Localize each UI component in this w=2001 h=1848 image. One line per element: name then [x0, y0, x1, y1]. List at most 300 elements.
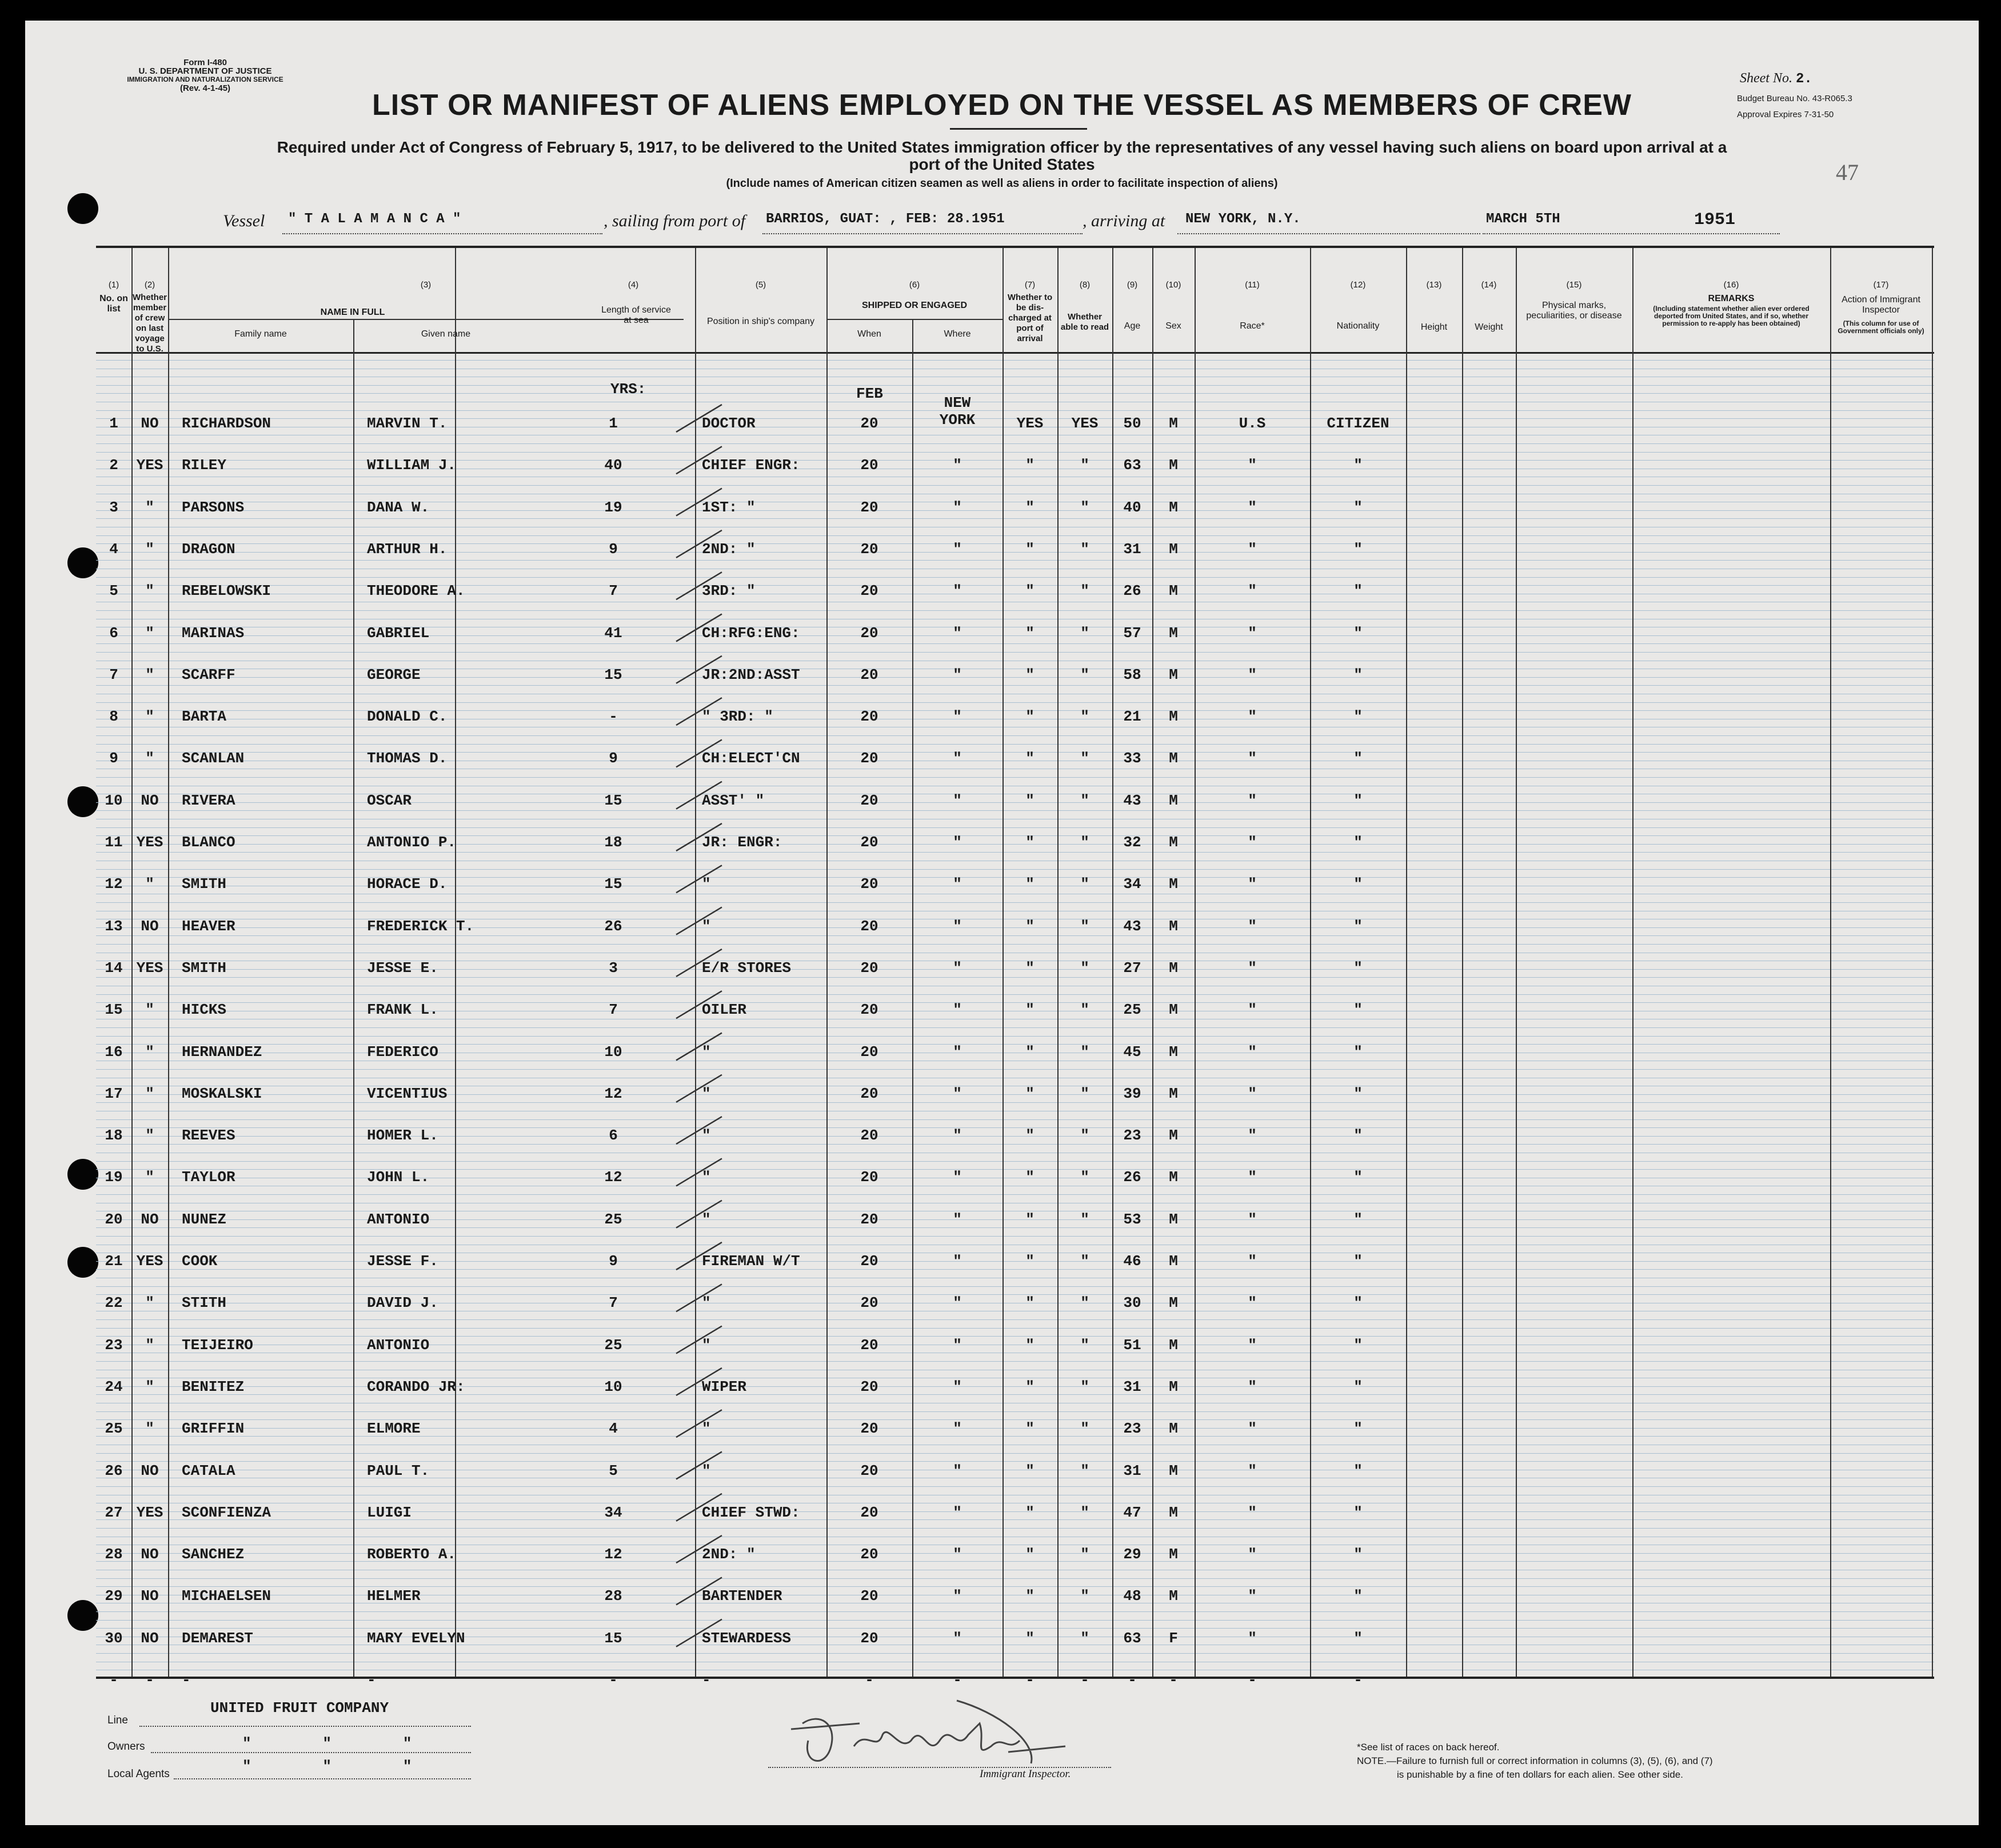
cell-where: " — [953, 791, 962, 809]
cell-family: NUNEZ — [182, 1210, 227, 1228]
cell-sex: M — [1169, 498, 1178, 516]
cell-read: " — [1080, 1462, 1089, 1479]
cell-sex: M — [1169, 834, 1178, 851]
cell-no: 14 — [105, 959, 123, 977]
col11-number: (11) — [1245, 280, 1260, 290]
cell-nat: " — [1353, 1169, 1363, 1186]
cell-nat: " — [1353, 1253, 1363, 1270]
cell-position: STEWARDESS — [702, 1629, 792, 1647]
cell-read: " — [1080, 624, 1089, 642]
cell-nat: " — [1353, 1085, 1363, 1102]
sheet-label-text: Sheet No. — [1740, 71, 1792, 86]
cell-disch: " — [1025, 1587, 1035, 1605]
cell-read: " — [1080, 1420, 1089, 1438]
cell-prev: " — [145, 666, 154, 683]
col17-header: Action of Immigrant Inspector — [1842, 295, 1920, 315]
cell-no: - — [109, 1671, 118, 1689]
col3a-header: Family name — [234, 329, 287, 339]
cell-when: 20 — [860, 1210, 878, 1228]
cell-race: " — [1248, 834, 1257, 851]
cell-prev: NO — [141, 917, 159, 935]
title-rule — [950, 128, 1087, 130]
ruled-line — [96, 1620, 1934, 1621]
cell-prev: YES — [136, 834, 163, 851]
col15-header: Physical marks, peculiarities, or disease — [1526, 301, 1622, 321]
cell-position: OILER — [702, 1001, 747, 1019]
vessel-label: Vessel — [223, 211, 265, 230]
cell-where: " — [953, 1629, 962, 1647]
cell-prev: " — [145, 875, 154, 893]
cell-position: " — [702, 917, 711, 935]
cell-disch: - — [1025, 1671, 1035, 1689]
col13-header: Height — [1420, 322, 1448, 332]
col9-number: (9) — [1127, 280, 1138, 290]
cell-position: 2ND: " — [702, 540, 756, 558]
ruled-line — [96, 1319, 1934, 1320]
cell-family: BLANCO — [182, 834, 235, 851]
cell-disch: " — [1025, 1127, 1035, 1145]
cell-when: 20 — [860, 875, 878, 893]
cell-no: 10 — [105, 791, 123, 809]
cell-no: 22 — [105, 1294, 123, 1312]
cell-age: 51 — [1123, 1336, 1141, 1354]
col16-number: (16) — [1723, 280, 1739, 290]
cell-race: " — [1248, 1001, 1257, 1019]
cell-disch: YES — [1016, 415, 1044, 432]
cell-where: " — [953, 1085, 962, 1102]
arrival-date: MARCH 5TH — [1486, 211, 1560, 227]
col1-number: (1) — [108, 280, 119, 290]
cell-sex: M — [1169, 415, 1178, 432]
cell-given: MARVIN T. — [367, 415, 448, 432]
col13-number: (13) — [1426, 280, 1442, 290]
cell-service: 3 — [609, 959, 618, 977]
cell-where: " — [953, 624, 962, 642]
punch-hole — [67, 193, 98, 224]
cell-given: - — [367, 1671, 376, 1689]
cell-given: HOMER L. — [367, 1127, 438, 1145]
cell-when: 20 — [860, 624, 878, 642]
cell-race: " — [1248, 1420, 1257, 1438]
local-agents-label: Local Agents — [107, 1768, 170, 1780]
ruled-line — [96, 1194, 1934, 1195]
cell-age: 26 — [1123, 1169, 1141, 1186]
cell-age: 31 — [1123, 1378, 1141, 1395]
sheet-label — [1740, 71, 1812, 87]
cell-service: 41 — [604, 624, 622, 642]
cell-service: 12 — [604, 1085, 622, 1102]
cell-disch: " — [1025, 1629, 1035, 1647]
cell-position: WIPER — [702, 1378, 747, 1395]
cell-where: " — [953, 1587, 962, 1605]
col-divider — [1516, 248, 1517, 1677]
cell-no: 11 — [105, 834, 123, 851]
cell-read: " — [1080, 959, 1089, 977]
cell-service: 40 — [604, 457, 622, 474]
cell-disch: " — [1025, 498, 1035, 516]
cell-race: - — [1248, 1671, 1257, 1689]
cell-family: REEVES — [182, 1127, 235, 1145]
cell-when: 20 — [860, 1001, 878, 1019]
cell-where: " — [953, 540, 962, 558]
cell-service: 1 — [609, 415, 618, 432]
cell-where: " — [953, 1378, 962, 1395]
cell-sex: M — [1169, 1169, 1178, 1186]
cell-family: RILEY — [182, 457, 227, 474]
cell-age: 47 — [1123, 1503, 1141, 1521]
col12-header: Nationality — [1336, 321, 1380, 331]
ruled-line — [96, 1586, 1934, 1587]
cell-when: 20 — [860, 1378, 878, 1395]
cell-disch: " — [1025, 1546, 1035, 1563]
cell-age: 25 — [1123, 1001, 1141, 1019]
cell-given: JOHN L. — [367, 1169, 430, 1186]
cell-age: 23 — [1123, 1420, 1141, 1438]
cell-given: ROBERTO A. — [367, 1546, 457, 1563]
line-company: UNITED FRUIT COMPANY — [210, 1699, 389, 1717]
cell-disch: " — [1025, 1043, 1035, 1061]
ruled-line — [96, 652, 1934, 653]
cell-family: PARSONS — [182, 498, 245, 516]
cell-family: MICHAELSEN — [182, 1587, 271, 1605]
ruled-line — [96, 1236, 1934, 1237]
cell-prev: YES — [136, 1253, 163, 1270]
cell-when: - — [865, 1671, 874, 1689]
local-agents-value: " " " — [242, 1758, 412, 1775]
cell-where: " — [953, 1420, 962, 1438]
cell-disch: " — [1025, 1336, 1035, 1354]
cell-sex: M — [1169, 959, 1178, 977]
cell-sex: M — [1169, 1294, 1178, 1312]
cell-read: " — [1080, 1169, 1089, 1186]
cell-no: 26 — [105, 1462, 123, 1479]
cell-nat: " — [1353, 1378, 1363, 1395]
dotted-line — [762, 233, 1083, 234]
cell-service: 15 — [604, 875, 622, 893]
cell-prev: " — [145, 1420, 154, 1438]
cell-sex: F — [1169, 1629, 1178, 1647]
cell-nat: " — [1353, 1336, 1363, 1354]
cell-race: " — [1248, 1378, 1257, 1395]
cell-prev: NO — [141, 1629, 159, 1647]
cell-position: ASST' " — [702, 791, 765, 809]
cell-service: 12 — [604, 1169, 622, 1186]
cell-sex: M — [1169, 1085, 1178, 1102]
cell-given: LUIGI — [367, 1503, 412, 1521]
arriving-label: , arriving at — [1083, 211, 1165, 230]
cell-no: 20 — [105, 1210, 123, 1228]
dotted-line — [151, 1752, 471, 1753]
cell-family: SCARFF — [182, 666, 235, 683]
cell-prev: NO — [141, 1210, 159, 1228]
cell-disch: " — [1025, 1420, 1035, 1438]
cell-given: GEORGE — [367, 666, 421, 683]
cell-where: " — [953, 582, 962, 600]
cell-service: 9 — [609, 1253, 618, 1270]
col2-header: Whether member of crew on last voyage to U.S. — [133, 293, 167, 354]
owners-value: " " " — [242, 1735, 412, 1752]
cell-family: CATALA — [182, 1462, 235, 1479]
cell-sex: - — [1169, 1671, 1178, 1689]
cell-family: HICKS — [182, 1001, 227, 1019]
col15-number: (15) — [1566, 280, 1582, 290]
cell-family: SANCHEZ — [182, 1546, 245, 1563]
ruled-line — [96, 518, 1934, 519]
cell-read: " — [1080, 582, 1089, 600]
col9-header: Age — [1124, 321, 1141, 331]
cell-nat: " — [1353, 1210, 1363, 1228]
cell-nat: " — [1353, 1546, 1363, 1563]
cell-where: " — [953, 457, 962, 474]
cell-position: " — [702, 1127, 711, 1145]
cell-given: HELMER — [367, 1587, 421, 1605]
cell-nat: " — [1353, 1629, 1363, 1647]
cell-when: 20 — [860, 1587, 878, 1605]
cell-position: " — [702, 1043, 711, 1061]
cell-age: 31 — [1123, 1462, 1141, 1479]
cell-service: 6 — [609, 1127, 618, 1145]
cell-family: STITH — [182, 1294, 227, 1312]
cell-given: MARY EVELYN — [367, 1629, 465, 1647]
ruled-line — [96, 1486, 1934, 1487]
cell-age: 63 — [1123, 457, 1141, 474]
cell-where: " — [953, 498, 962, 516]
cell-family: SMITH — [182, 875, 227, 893]
cell-where: " — [953, 1001, 962, 1019]
col16-subheader: (Including statement whether alien ever ordered deported from United States, and if so, whether permission to re-apply has been obtained) — [1653, 305, 1810, 327]
cell-position: CH:RFG:ENG: — [702, 624, 800, 642]
cell-family: REBELOWSKI — [182, 582, 271, 600]
ruled-line — [96, 827, 1934, 828]
cell-position: DOCTOR — [702, 415, 756, 432]
cell-family: TEIJEIRO — [182, 1336, 253, 1354]
cell-where: " — [953, 666, 962, 683]
cell-prev: " — [145, 498, 154, 516]
header-bottom-rule — [96, 352, 1934, 354]
cell-sex: M — [1169, 540, 1178, 558]
cell-given: VICENTIUS — [367, 1085, 448, 1102]
cell-where: " — [953, 1210, 962, 1228]
cell-where: " — [953, 1253, 962, 1270]
cell-sex: M — [1169, 1127, 1178, 1145]
ruled-line — [96, 1453, 1934, 1454]
ruled-line — [96, 1528, 1934, 1529]
cell-disch: " — [1025, 959, 1035, 977]
cell-read: " — [1080, 917, 1089, 935]
cell-where: " — [953, 1294, 962, 1312]
cell-race: " — [1248, 1546, 1257, 1563]
ruled-line — [96, 577, 1934, 578]
cell-given: DONALD C. — [367, 708, 448, 726]
ruled-line — [96, 1328, 1934, 1329]
cell-prev: " — [145, 540, 154, 558]
cell-service: - — [609, 1671, 618, 1689]
cell-disch: " — [1025, 582, 1035, 600]
ruled-line — [96, 643, 1934, 644]
col-divider — [1406, 248, 1407, 1677]
cell-age: 57 — [1123, 624, 1141, 642]
cell-nat: " — [1353, 1503, 1363, 1521]
ruled-line — [96, 994, 1934, 995]
cell-race: U.S — [1239, 415, 1266, 432]
cell-sex: M — [1169, 457, 1178, 474]
cell-age: 27 — [1123, 959, 1141, 977]
cell-position: BARTENDER — [702, 1587, 782, 1605]
cell-disch: " — [1025, 791, 1035, 809]
cell-race: " — [1248, 791, 1257, 809]
col7-number: (7) — [1024, 280, 1036, 290]
col17-number: (17) — [1873, 280, 1889, 290]
col-divider — [695, 248, 696, 1677]
cell-service: 9 — [609, 750, 618, 767]
cell-prev: NO — [141, 415, 159, 432]
cell-family: DEMAREST — [182, 1629, 253, 1647]
cell-sex: M — [1169, 1378, 1178, 1395]
cell-race: " — [1248, 1294, 1257, 1312]
cell-service: 26 — [604, 917, 622, 935]
cell-service: 9 — [609, 540, 618, 558]
requirement-line-1: Required under Act of Congress of February 5, 1917, to be delivered to the United States immigration officer by the representatives of any vessel having such aliens on board upon arrival at a — [277, 138, 1727, 156]
cell-sex: M — [1169, 1546, 1178, 1563]
cell-nat: " — [1353, 1043, 1363, 1061]
cell-no: 5 — [109, 582, 118, 600]
punch-hole — [67, 1247, 98, 1278]
cell-prev: " — [145, 1336, 154, 1354]
cell-given: JESSE E. — [367, 959, 438, 977]
cell-sex: M — [1169, 1043, 1178, 1061]
cell-position: 3RD: " — [702, 582, 756, 600]
cell-sex: M — [1169, 750, 1178, 767]
cell-age: 33 — [1123, 750, 1141, 767]
page-number: 47 — [1836, 159, 1859, 185]
cell-position: " — [702, 1169, 711, 1186]
crew-manifest-table — [96, 246, 1934, 1689]
cell-when: 20 — [860, 1294, 878, 1312]
cell-no: 9 — [109, 750, 118, 767]
cell-when: 20 — [860, 498, 878, 516]
col3-header: NAME IN FULL — [320, 307, 385, 317]
form-service: IMMIGRATION AND NATURALIZATION SERVICE — [127, 75, 283, 83]
cell-prev: " — [145, 1001, 154, 1019]
punch-hole — [67, 547, 98, 578]
cell-given: DANA W. — [367, 498, 430, 516]
cell-prev: " — [145, 1294, 154, 1312]
col8-header: Whether able to read — [1060, 312, 1109, 332]
ruled-line — [96, 410, 1934, 411]
cell-given: WILLIAM J. — [367, 457, 457, 474]
cell-age: 34 — [1123, 875, 1141, 893]
cell-no: 13 — [105, 917, 123, 935]
cell-nat: " — [1353, 498, 1363, 516]
cell-sex: M — [1169, 582, 1178, 600]
form-number: Form I-480 — [183, 58, 227, 67]
col11-header: Race* — [1240, 321, 1265, 331]
cell-prev: " — [145, 708, 154, 726]
ruled-line — [96, 685, 1934, 686]
cell-where: " — [953, 1169, 962, 1186]
punch-hole — [67, 1600, 98, 1631]
cell-family: RICHARDSON — [182, 415, 271, 432]
cell-disch: " — [1025, 1210, 1035, 1228]
years-prefix: YRS: — [610, 381, 646, 398]
cell-nat: " — [1353, 708, 1363, 726]
cell-read: " — [1080, 1587, 1089, 1605]
cell-service: 7 — [609, 1001, 618, 1019]
col14-header: Weight — [1475, 322, 1503, 332]
cell-age: 21 — [1123, 708, 1141, 726]
form-dept: U. S. DEPARTMENT OF JUSTICE — [138, 66, 272, 76]
cell-position: " — [702, 875, 711, 893]
cell-race: " — [1248, 750, 1257, 767]
cell-race: " — [1248, 1587, 1257, 1605]
cell-nat: " — [1353, 666, 1363, 683]
cell-age: 32 — [1123, 834, 1141, 851]
cell-race: " — [1248, 708, 1257, 726]
cell-prev: - — [145, 1671, 154, 1689]
ruled-line — [96, 535, 1934, 536]
cell-age: 31 — [1123, 540, 1141, 558]
cell-service: 10 — [604, 1043, 622, 1061]
cell-prev: " — [145, 624, 154, 642]
cell-position: 2ND: " — [702, 1546, 756, 1563]
ruled-line — [96, 610, 1934, 611]
punch-hole — [67, 1159, 98, 1190]
cell-where: " — [953, 708, 962, 726]
requirement-line-3: (Include names of American citizen seamen as well as aliens in order to facilitate inspection of aliens) — [726, 177, 1278, 190]
ruled-line — [96, 1119, 1934, 1120]
cell-race: " — [1248, 457, 1257, 474]
dotted-line — [174, 1778, 471, 1779]
requirement-line-2: port of the United States — [909, 155, 1095, 173]
col2-number: (2) — [144, 280, 155, 290]
cell-where: " — [953, 1546, 962, 1563]
col12-number: (12) — [1350, 280, 1366, 290]
port-from: BARRIOS, GUAT: , FEB: 28.1951 — [766, 211, 1005, 227]
cell-age: 23 — [1123, 1127, 1141, 1145]
cell-sex: M — [1169, 624, 1178, 642]
cell-race: " — [1248, 1336, 1257, 1354]
cell-sex: M — [1169, 875, 1178, 893]
vessel-name: " T A L A M A N C A " — [288, 211, 461, 227]
line-label: Line — [107, 1714, 128, 1726]
ruled-line — [96, 360, 1934, 361]
cell-position: JR:2ND:ASST — [702, 666, 800, 683]
cell-position: - — [702, 1671, 711, 1689]
cell-given: GABRIEL — [367, 624, 430, 642]
cell-age: 39 — [1123, 1085, 1141, 1102]
cell-nat: " — [1353, 1462, 1363, 1479]
cell-disch: " — [1025, 708, 1035, 726]
ruled-line — [96, 944, 1934, 945]
ruled-line — [96, 935, 1934, 936]
ruled-line — [96, 869, 1934, 870]
cell-race: " — [1248, 1503, 1257, 1521]
ruled-line — [96, 1144, 1934, 1145]
manifest-sheet — [25, 21, 1979, 1825]
cell-when: 20 — [860, 1420, 878, 1438]
cell-where: " — [953, 875, 962, 893]
ruled-line — [96, 1611, 1934, 1612]
cell-given: FREDERICK T. — [367, 917, 474, 935]
cell-race: " — [1248, 1085, 1257, 1102]
cell-service: 15 — [604, 1629, 622, 1647]
cell-when: 20 — [860, 1462, 878, 1479]
ruled-line — [96, 777, 1934, 778]
cell-disch: " — [1025, 1085, 1035, 1102]
cell-no: 6 — [109, 624, 118, 642]
cell-nat: " — [1353, 917, 1363, 935]
cell-service: 12 — [604, 1546, 622, 1563]
